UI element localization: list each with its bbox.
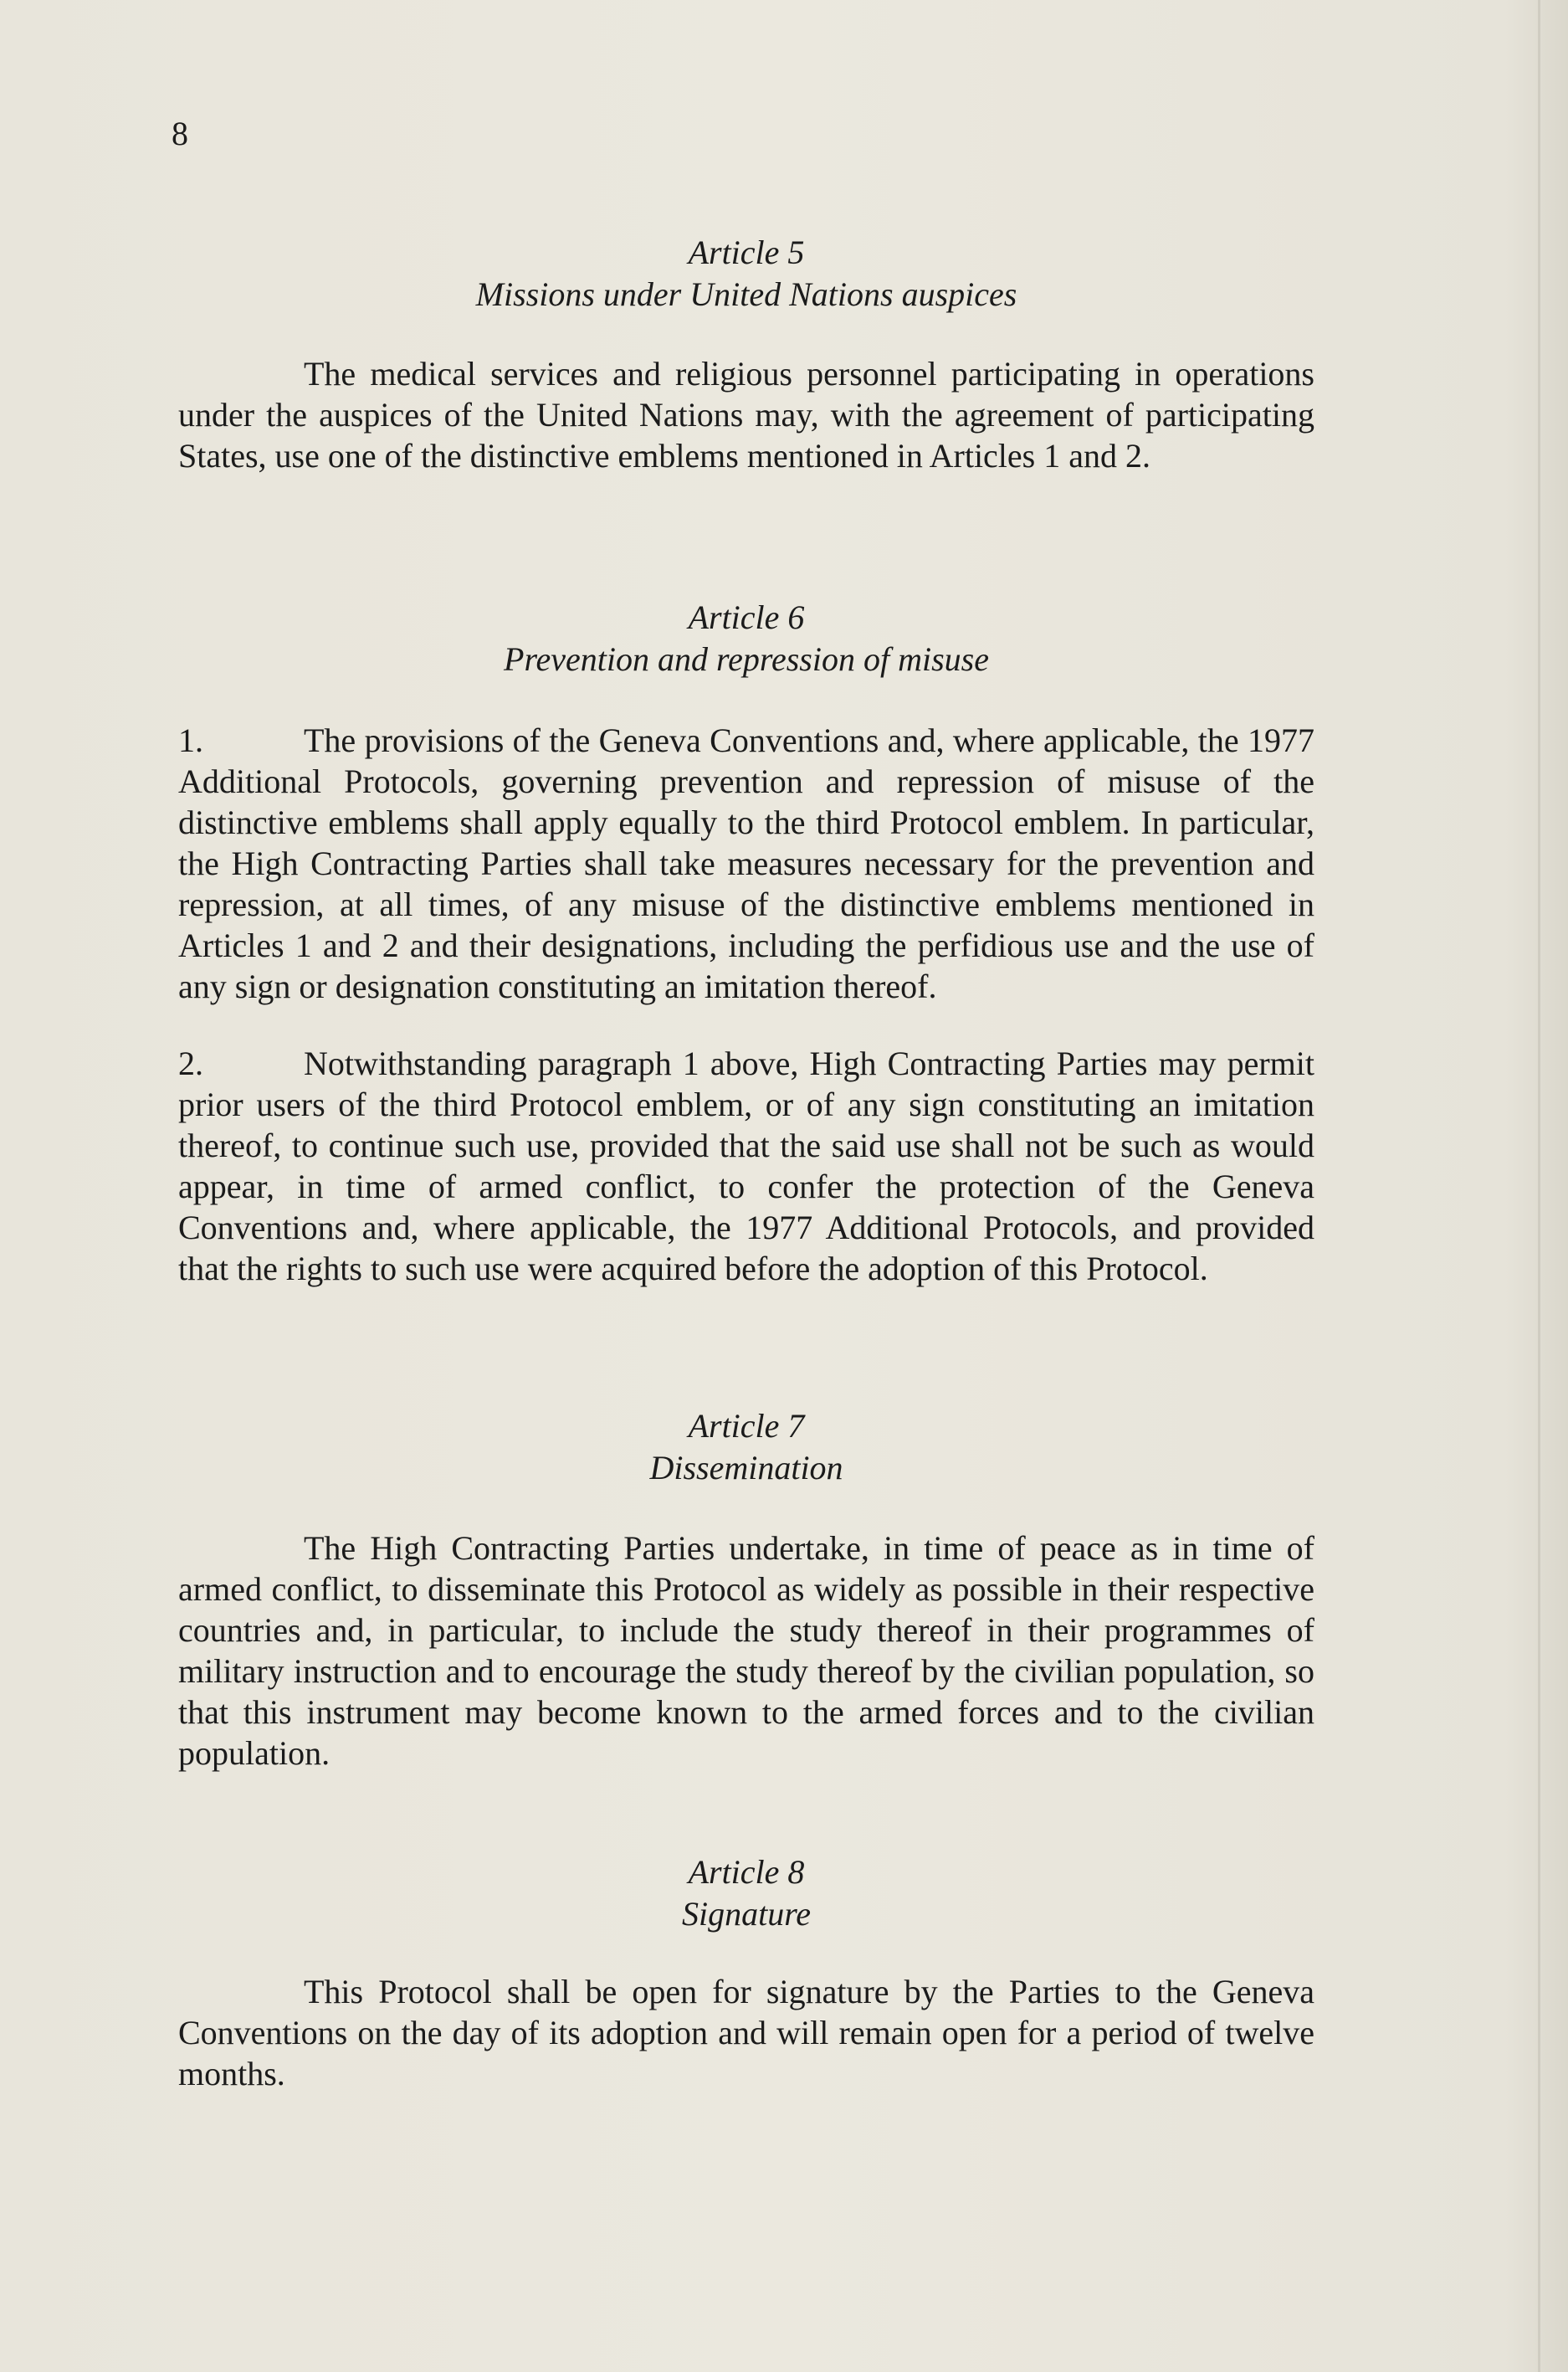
article-5-title: Article 5 <box>688 234 805 271</box>
article-8-subtitle: Signature <box>681 1895 812 1933</box>
page-number: 8 <box>172 115 188 152</box>
article-6-paragraph-2 <box>178 1043 1314 1289</box>
article-5-subtitle: Missions under United Nations auspices <box>475 275 1017 313</box>
article-6-subtitle: Prevention and repression of misuse <box>504 640 989 678</box>
article-6-heading <box>178 597 1314 680</box>
page-edge <box>1538 0 1540 2372</box>
article-7-heading <box>178 1405 1314 1489</box>
article-7-paragraph: The High Contracting Parties undertake, in time of peace as in time of armed conflict, to disseminate this Protocol as widely as possible in their respective countries and, in particular, to include the study thereof in their programmes of military instruction and to encourage the study thereof by the civilian population, so that this instrument may become known to the armed forces and to the civilian population. <box>178 1529 1314 1772</box>
article-8-paragraph: This Protocol shall be open for signature by the Parties to the Geneva Conventions on the day of its adoption and will remain open for a period of twelve months. <box>178 1973 1314 2092</box>
article-7-subtitle: Dissemination <box>649 1449 843 1486</box>
paragraph-number: 2. <box>178 1045 203 1082</box>
article-5-paragraph: The medical services and religious personnel participating in operations under the auspices of the United Nations may, with the agreement of participating States, use one of the distinctive emblems mentioned in Articles 1 and 2. <box>178 355 1314 475</box>
paragraph-number: 1. <box>178 721 203 759</box>
article-8-title: Article 8 <box>688 1853 805 1891</box>
paragraph-text: Notwithstanding paragraph 1 above, High Contracting Parties may permit prior users of the third Protocol emblem, or of any sign constituting an imitation thereof, to continue such use, provided that the said use shall not be such as would appear, in time of armed conflict, to confer the protection of the Geneva Conventions and, where applicable, the 1977 Additional Protocols, and provided that the rights to such use were acquired before the adoption of this Protocol. <box>178 1045 1314 1287</box>
paragraph-text: The provisions of the Geneva Conventions and, where applicable, the 1977 Additional Protocols, governing prevention and repression of misuse of the distinctive emblems shall apply equally to the third Protocol emblem. In particular, the High Contracting Parties shall take measures necessary for the prevention and repression, at all times, of any misuse of the distinctive emblems mentioned in Articles 1 and 2 and their designations, including the perfidious use and the use of any sign or designation constituting an imitation thereof. <box>178 721 1314 1005</box>
article-6-paragraph-1 <box>178 720 1314 1007</box>
article-5-heading <box>178 232 1314 316</box>
article-7-title: Article 7 <box>688 1407 805 1445</box>
article-6-title: Article 6 <box>688 598 805 636</box>
article-8-heading <box>178 1851 1314 1935</box>
